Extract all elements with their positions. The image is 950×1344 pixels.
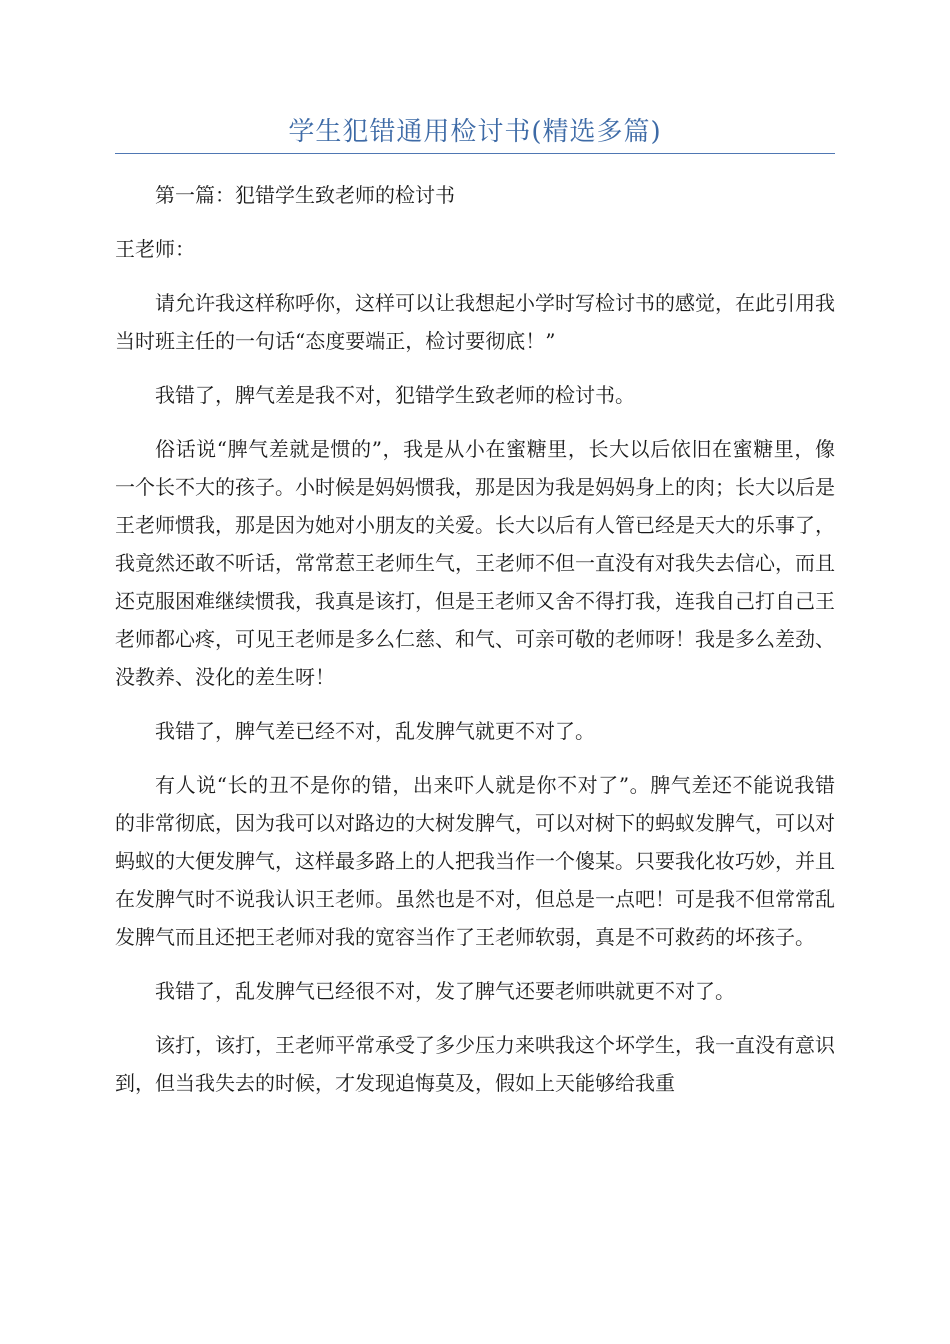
document-body [115, 176, 835, 1118]
paragraph: 我错了，脾气差已经不对，乱发脾气就更不对了。 [155, 719, 595, 743]
paragraph: 有人说“长的丑不是你的错，出来吓人就是你不对了”。脾气差还不能说我错的非常彻底，因为我可以对路边的大树发脾气，可以对树下的蚂蚁发脾气，可以对蚂蚁的大便发脾气，这样最多路上的人把我当作一个傻某。只要我化妆巧妙，并且在发脾气时不说我认识王老师。虽然也是不对，但总是一点吧！可是我不但常常乱发脾气而且还把王老师对我的宽容当作了王老师软弱，真是不可救药的坏孩子。 [115, 773, 835, 949]
salutation: 王老师： [115, 237, 195, 261]
title-underline [115, 153, 835, 154]
document-title: 学生犯错通用检讨书(精选多篇) [288, 117, 662, 147]
paragraph: 俗话说“脾气差就是惯的”，我是从小在蜜糖里，长大以后依旧在蜜糖里，像一个长不大的孩子。小时候是妈妈惯我，那是因为我是妈妈身上的肉；长大以后是王老师惯我，那是因为她对小朋友的关爱。长大以后有人管已经是天大的乐事了，我竟然还敢不听话，常常惹王老师生气，王老师不但一直没有对我失去信心，而且还克服困难继续惯我，我真是该打，但是王老师又舍不得打我，连我自己打自己王老师都心疼，可见王老师是多么仁慈、和气、可亲可敬的老师呀！我是多么差劲、没教养、没化的差生呀！ [115, 437, 835, 689]
section-heading: 第一篇：犯错学生致老师的检讨书 [155, 183, 455, 207]
paragraph: 我错了，乱发脾气已经很不对，发了脾气还要老师哄就更不对了。 [155, 979, 735, 1003]
paragraph: 该打，该打，王老师平常承受了多少压力来哄我这个坏学生，我一直没有意识到，但当我失去的时候，才发现追悔莫及，假如上天能够给我重 [115, 1033, 835, 1095]
paragraph: 我错了，脾气差是我不对，犯错学生致老师的检讨书。 [155, 383, 635, 407]
paragraph: 请允许我这样称呼你，这样可以让我想起小学时写检讨书的感觉，在此引用我当时班主任的一句话“态度要端正，检讨要彻底！” [115, 291, 835, 353]
